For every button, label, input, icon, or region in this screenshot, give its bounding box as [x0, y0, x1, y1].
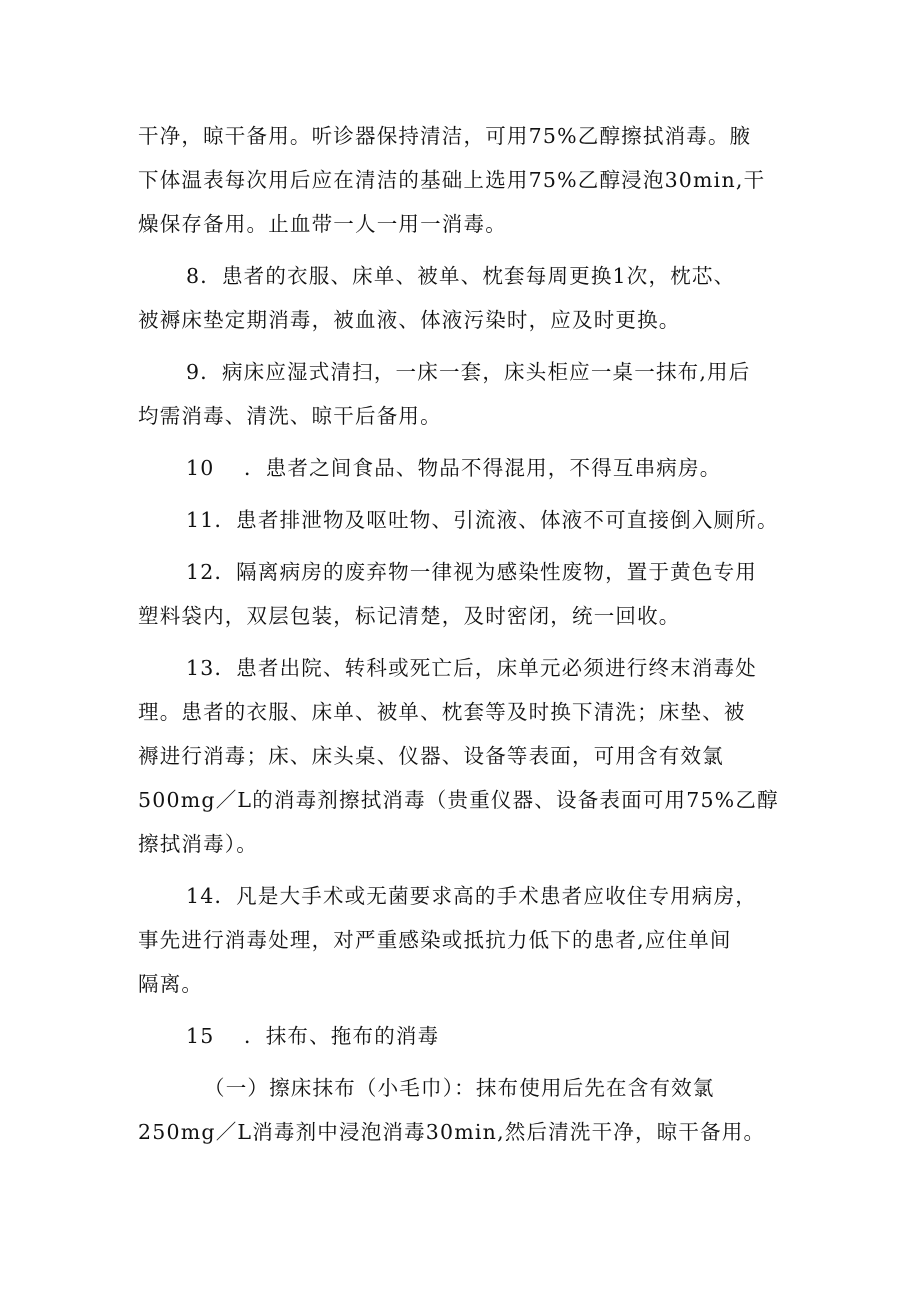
paragraph-line: 干净，晾干备用。听诊器保持清洁，可用75%乙醇擦拭消毒。腋: [138, 124, 752, 148]
item-15-text: ．抹布、拖布的消毒: [244, 1024, 440, 1048]
item-11-line: 11．患者排泄物及呕吐物、引流液、体液不可直接倒入厕所。: [186, 508, 779, 532]
paragraph-line: 下体温表每次用后应在清洁的基础上选用75%乙醇浸泡30min,干: [138, 168, 766, 192]
item-13-line: 褥进行消毒；床、床头桌、仪器、设备等表面，可用含有效氯: [138, 744, 724, 768]
item-12-line: 塑料袋内，双层包装，标记清楚，及时密闭，统一回收。: [138, 604, 681, 628]
item-8-line: 被褥床垫定期消毒，被血液、体液污染时，应及时更换。: [138, 308, 681, 332]
sub-item-1-line: 250mg／L消毒剂中浸泡消毒30min,然后清洗干净，晾干备用。: [138, 1120, 766, 1144]
item-14-line: 14．凡是大手术或无菌要求高的手术患者应收住专用病房，: [186, 884, 757, 908]
item-13-line: 理。患者的衣服、床单、被单、枕套等及时换下清洗；床垫、被: [138, 700, 746, 724]
item-15-number: 15: [186, 1024, 215, 1048]
item-13-line: 擦拭消毒）。: [138, 832, 258, 856]
item-9-line: 9．病床应湿式清扫，一床一套，床头柜应一桌一抹布,用后: [186, 360, 751, 384]
paragraph-line: 燥保存备用。止血带一人一用一消毒。: [138, 212, 507, 236]
item-10-number: 10: [186, 456, 215, 480]
item-14-line: 事先进行消毒处理，对严重感染或抵抗力低下的患者,应住单间: [138, 928, 732, 952]
item-12-line: 12．隔离病房的废弃物一律视为感染性废物，置于黄色专用: [186, 560, 757, 584]
item-10-text: ．患者之间食品、物品不得混用，不得互串病房。: [244, 456, 722, 480]
item-13-line: 500mg／L的消毒剂擦拭消毒（贵重仪器、设备表面可用75%乙醇: [138, 788, 779, 812]
document-body: [138, 114, 798, 1154]
sub-item-1-line: （一）擦床抹布（小毛巾）：抹布使用后先在含有效氯: [204, 1076, 715, 1100]
item-8-line: 8．患者的衣服、床单、被单、枕套每周更换1次，枕芯、: [186, 264, 736, 288]
item-14-line: 隔离。: [138, 972, 204, 996]
item-13-line: 13．患者出院、转科或死亡后，床单元必须进行终末消毒处: [186, 656, 757, 680]
item-15-line: [138, 1014, 798, 1058]
item-10-line: [138, 446, 798, 490]
item-9-line: 均需消毒、清洗、晾干后备用。: [138, 404, 442, 428]
